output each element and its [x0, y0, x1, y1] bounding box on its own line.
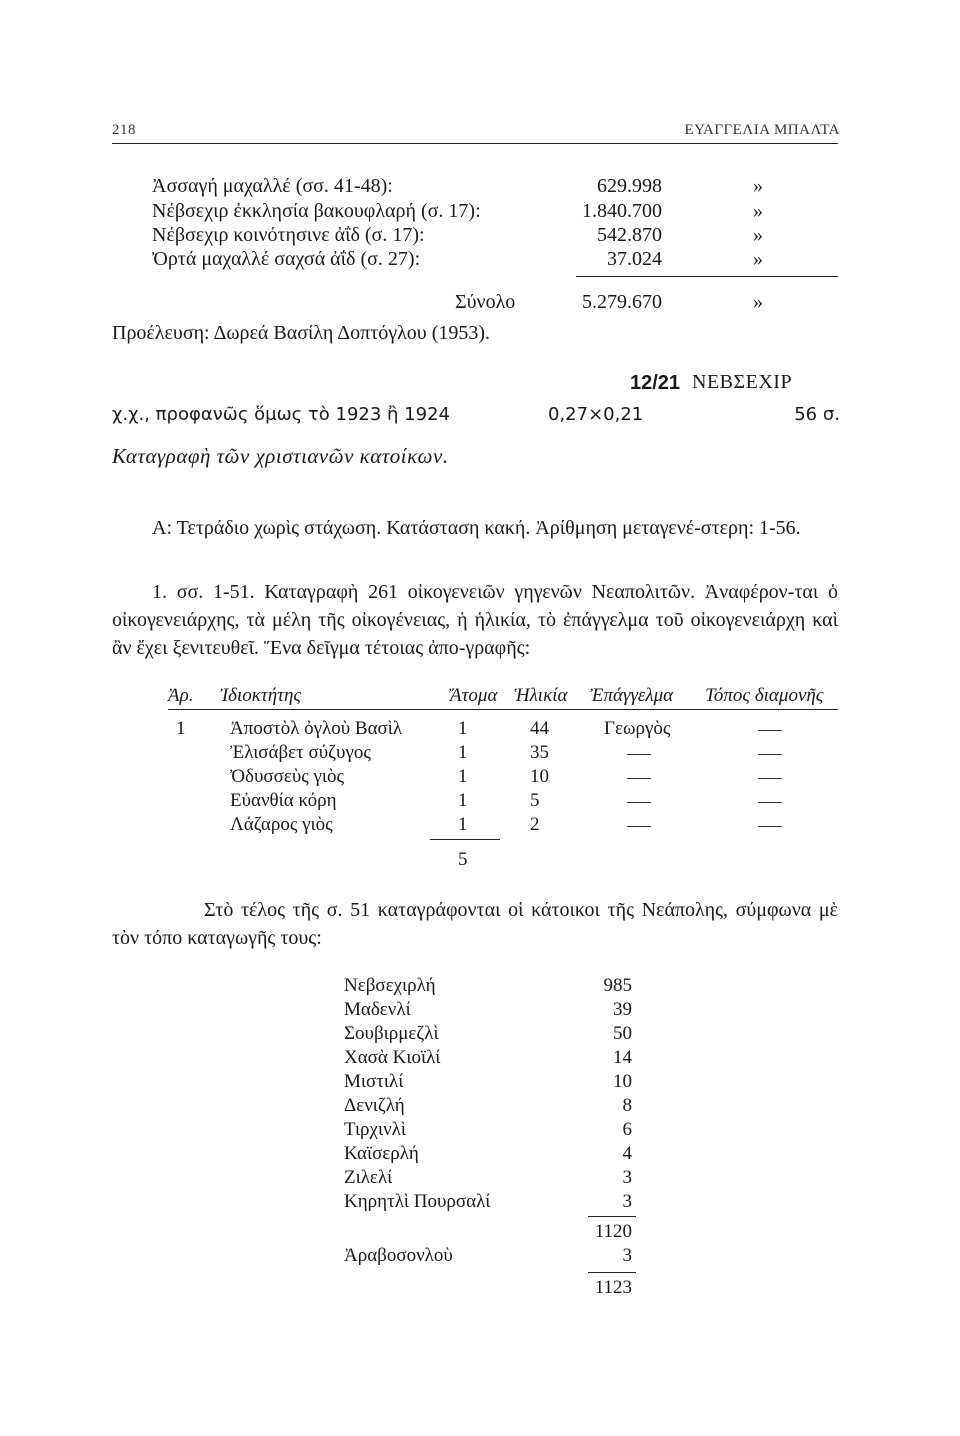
amount-value: 37.024: [607, 248, 662, 270]
entry-number: 12/21: [630, 372, 681, 394]
origins-grand-total: 1123: [594, 1277, 632, 1298]
cell-owner: Ἐλισάβετ σύζυγος: [230, 742, 371, 763]
empty-dash: [758, 826, 782, 827]
origins-subtotal: 1120: [594, 1221, 632, 1242]
origin-name: Καϊσερλή: [344, 1143, 419, 1164]
cell-age: 2: [530, 814, 540, 835]
amount-value: 629.998: [597, 175, 662, 197]
amount-label: Νέβσεχιρ ἐκκλησία βακουφλαρή (σ. 17):: [152, 200, 481, 222]
empty-dash: [758, 754, 782, 755]
column-header-no: Ἀρ.: [168, 685, 194, 706]
origin-count: 4: [622, 1143, 632, 1164]
dimensions: 0,27×0,21: [548, 404, 644, 425]
origin-count: 10: [613, 1071, 632, 1092]
origin-count: 39: [613, 999, 632, 1020]
amount-label: Νέβσεχιρ κοινότησινε ἀΐδ (σ. 17):: [152, 224, 425, 246]
origin-name: Ζιλελί: [344, 1167, 393, 1188]
entry-place: ΝΕΒΣΕΧΙΡ: [692, 371, 793, 393]
cell-owner: Ὀδυσσεὺς γιὸς: [230, 766, 345, 787]
origin-count: 3: [622, 1245, 632, 1266]
origin-count: 3: [622, 1191, 632, 1212]
persons-total: 5: [458, 849, 468, 870]
empty-dash: [758, 730, 782, 731]
cell-age: 44: [530, 718, 549, 739]
cell-persons: 1: [458, 718, 468, 739]
total-value: 5.279.670: [582, 291, 662, 313]
origin-name: Δενιζλή: [344, 1095, 405, 1116]
ditto-mark: »: [753, 224, 763, 246]
origin-count: 6: [622, 1119, 632, 1140]
table-header-rule: [168, 709, 838, 710]
column-header-persons: Ἄτομα: [450, 685, 498, 706]
cell-owner: Ἀποστὸλ ὀγλοὺ Βασὶλ: [230, 718, 403, 739]
empty-dash: [758, 802, 782, 803]
page-count: 56 σ.: [794, 404, 840, 425]
origin-name: Ἀραβοσονλοὺ: [344, 1245, 453, 1266]
empty-dash: [627, 802, 651, 803]
amount-value: 1.840.700: [582, 200, 662, 222]
column-header-residence: Τόπος διαμονῆς: [705, 685, 824, 706]
origin-name: Νεβσεχιρλή: [344, 975, 436, 996]
origin-count: 985: [603, 975, 632, 996]
cell-persons: 1: [458, 814, 468, 835]
origin-count: 50: [613, 1023, 632, 1044]
empty-dash: [627, 826, 651, 827]
page-number: 218: [112, 122, 136, 138]
origin-name: Μιστιλί: [344, 1071, 404, 1092]
persons-sum-rule: [430, 839, 500, 840]
ditto-mark: »: [753, 200, 763, 222]
origin-count: 8: [622, 1095, 632, 1116]
origin-name: Σουβιρμεζλὶ: [344, 1023, 439, 1044]
origin-name: Μαδενλί: [344, 999, 411, 1020]
cell-no: 1: [176, 718, 186, 739]
empty-dash: [758, 778, 782, 779]
grand-total-rule-top: [588, 1272, 636, 1273]
header-rule: [112, 143, 838, 144]
column-header-age: Ἡλικία: [514, 685, 568, 706]
origin-name: Χασὰ Κιοϊλί: [344, 1047, 441, 1068]
origin-name: Κηρητλὶ Πουρσαλί: [344, 1191, 491, 1212]
running-title: ΕΥΑΓΓΕΛΙΑ ΜΠΑΛΤΑ: [684, 122, 840, 138]
cell-owner: Εὐανθία κόρη: [230, 790, 337, 811]
provenance: Προέλευση: Δωρεά Βασίλη Δοπτόγλου (1953).: [112, 322, 491, 344]
cell-age: 35: [530, 742, 549, 763]
empty-dash: [627, 778, 651, 779]
column-header-occupation: Ἐπάγγελμα: [590, 685, 674, 706]
cell-persons: 1: [458, 790, 468, 811]
origin-count: 14: [613, 1047, 632, 1068]
amount-label: Ἀσσαγή μαχαλλέ (σσ. 41-48):: [152, 175, 393, 197]
cell-age: 10: [530, 766, 549, 787]
paragraph-contents: 1. σσ. 1-51. Καταγραφὴ 261 οἰκογενειῶν γηγενῶν Νεαπολιτῶν. Ἀναφέρον-ται ὁ οἰκογενειάρχης, τὰ μέλη τῆς οἰκογένειας, ἡ ἡλικία, τὸ ἐπάγγελμα τοῦ οἰκογενειάρχη καὶ ἂν ἔχει ξενιτευθεῖ. Ἕνα δεῖγμα τέτοιας ἀπο-γραφῆς:: [112, 581, 838, 659]
origin-count: 3: [622, 1167, 632, 1188]
document-title: Καταγραφὴ τῶν χριστιανῶν κατοίκων.: [112, 444, 449, 468]
ditto-mark: »: [753, 175, 763, 197]
total-label: Σύνολο: [455, 291, 516, 313]
ditto-mark: »: [753, 291, 763, 313]
sum-rule: [576, 276, 838, 277]
cell-age: 5: [530, 790, 540, 811]
amount-label: Ὀρτά μαχαλλέ σαχσά ἀΐδ (σ. 27):: [152, 248, 421, 270]
cell-persons: 1: [458, 766, 468, 787]
empty-dash: [627, 754, 651, 755]
column-header-owner: Ἰδιοκτήτης: [220, 685, 302, 706]
paragraph-description: Α: Τετράδιο χωρὶς στάχωση. Κατάσταση κακή. Ἀρίθμηση μεταγενέ-στερη: 1-56.: [152, 517, 801, 539]
paragraph-origins: Στὸ τέλος τῆς σ. 51 καταγράφονται οἱ κάτοικοι τῆς Νεάπολης, σύμφωνα μὲ τὸν τόπο καταγωγῆς τους:: [112, 899, 838, 949]
date-line: χ.χ., προφανῶς ὅμως τὸ 1923 ἢ 1924: [112, 404, 450, 425]
amount-value: 542.870: [597, 224, 662, 246]
cell-owner: Λάζαρος γιὸς: [230, 814, 333, 835]
cell-occupation: Γεωργὸς: [604, 718, 671, 739]
ditto-mark: »: [753, 248, 763, 270]
cell-persons: 1: [458, 742, 468, 763]
subtotal-rule: [588, 1216, 636, 1217]
origin-name: Τιρχινλὶ: [344, 1119, 406, 1140]
